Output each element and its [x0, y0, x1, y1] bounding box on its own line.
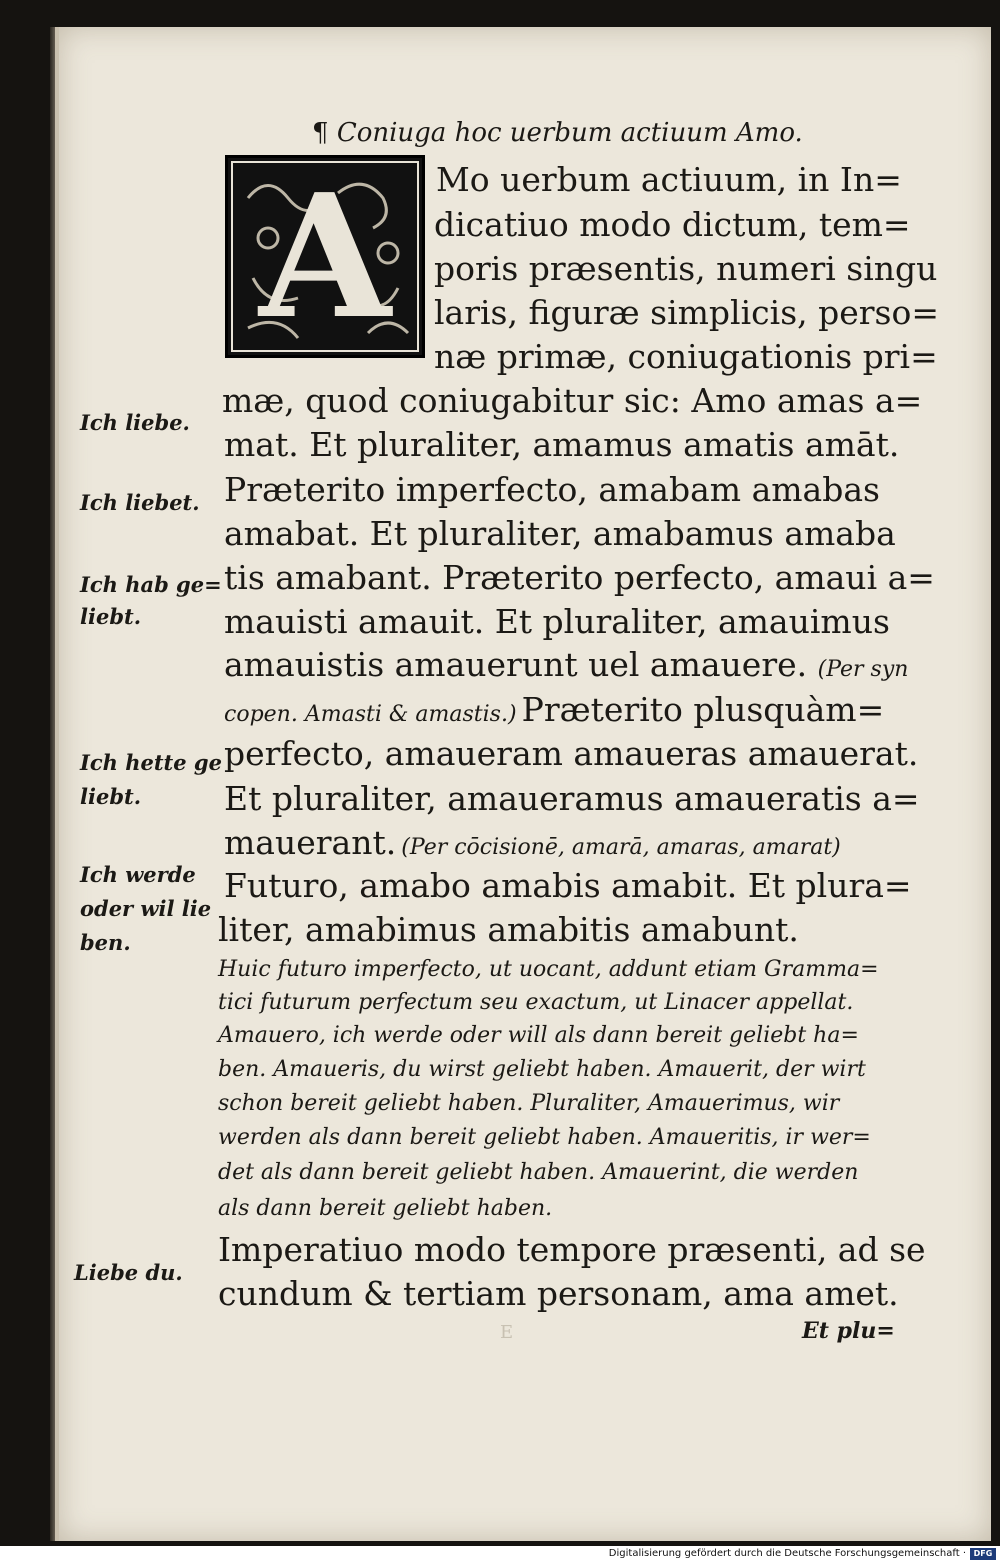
- text-line: liter, amabimus amabitis amabunt.: [218, 910, 799, 949]
- concision-note: (Per cōcisionē, amarā, amaras, amarat): [401, 835, 841, 860]
- margin-note: ben.: [80, 930, 131, 955]
- drop-cap-letter: A: [259, 156, 391, 357]
- italic-line: tici futurum perfectum seu exactum, ut Linacer appellat.: [218, 990, 854, 1015]
- text-line-main: mauerant.: [224, 823, 397, 862]
- text-line: Futuro, amabo amabis amabit. Et plura=: [224, 866, 912, 905]
- text-line: [224, 690, 884, 729]
- italic-line: ben. Amaueris, du wirst geliebt haben. Amauerit, der wirt: [218, 1057, 866, 1082]
- syncope-note: (Per syn: [817, 657, 909, 682]
- margin-note: Ich liebe.: [80, 410, 190, 435]
- page-heading-text: Coniuga hoc uerbum actiuum Amo.: [336, 118, 803, 148]
- italic-line: Huic futuro imperfecto, ut uocant, addunt etiam Gramma=: [218, 957, 879, 982]
- margin-note: oder wil lie: [80, 896, 212, 921]
- text-line: amabat. Et pluraliter, amabamus amaba: [224, 514, 896, 553]
- text-line: dicatiuo modo dictum, tem=: [434, 205, 911, 244]
- italic-line: Amauero, ich werde oder will als dann bereit geliebt ha=: [218, 1023, 859, 1048]
- text-line: [224, 823, 841, 862]
- digitization-footer: [0, 1546, 1000, 1562]
- italic-line: als dann bereit geliebt haben.: [218, 1196, 553, 1221]
- margin-note: Liebe du.: [74, 1260, 183, 1285]
- margin-note: liebt.: [80, 784, 142, 809]
- text-line: mӕ, quod coniugabitur sic: Amo amas a=: [222, 381, 923, 420]
- ornamental-initial-icon: [225, 155, 425, 358]
- text-line: mat. Et pluraliter, amamus amatis amāt.: [224, 425, 900, 464]
- footer-credit: Digitalisierung gefördert durch die Deutsche Forschungsgemeinschaft ·: [608, 1548, 966, 1559]
- text-line: poris prӕsentis, numeri singu: [434, 249, 938, 288]
- margin-note: Ich liebet.: [80, 490, 200, 515]
- margin-note: Ich werde: [80, 862, 196, 887]
- text-line: Imperatiuo modo tempore prӕsenti, ad se: [218, 1230, 926, 1269]
- pilcrow-icon: ¶: [312, 118, 337, 148]
- margin-note: Ich hab ge=: [80, 572, 222, 597]
- text-line: Et pluraliter, amaueramus amaueratis a=: [224, 779, 920, 818]
- text-line: nӕ primӕ, coniugationis pri=: [434, 337, 938, 376]
- text-line: cundum & tertiam personam, ama amet.: [218, 1274, 899, 1313]
- text-line: [224, 645, 908, 684]
- signature-mark: E: [500, 1322, 514, 1343]
- page-heading: [312, 118, 803, 148]
- italic-line: werden als dann bereit geliebt haben. Amaueritis, ir wer=: [218, 1125, 871, 1150]
- italic-line: schon bereit geliebt haben. Pluraliter, Amauerimus, wir: [218, 1091, 840, 1116]
- text-line: laris, figurӕ simplicis, perso=: [434, 293, 939, 332]
- margin-note: liebt.: [80, 604, 142, 629]
- text-line: perfecto, amaueram amaueras amauerat.: [224, 734, 919, 773]
- syncope-note: copen. Amasti & amastis.): [224, 702, 517, 727]
- catchword: Et plu=: [802, 1318, 895, 1344]
- text-line: Mo uerbum actiuum, in In=: [436, 160, 902, 199]
- text-line-main: Prӕterito plusquàm=: [521, 690, 885, 729]
- italic-line: det als dann bereit geliebt haben. Amauerint, die werden: [218, 1160, 859, 1185]
- text-line: Prӕterito imperfecto, amabam amabas: [224, 470, 880, 509]
- text-line-main: amauistis amauerunt uel amauere.: [224, 645, 808, 684]
- dfg-logo-icon[interactable]: DFG: [970, 1548, 996, 1560]
- margin-note: Ich hette ge: [80, 750, 222, 775]
- text-line: tis amabant. Prӕterito perfecto, amaui a=: [224, 558, 935, 597]
- text-line: mauisti amauit. Et pluraliter, amauimus: [224, 602, 890, 641]
